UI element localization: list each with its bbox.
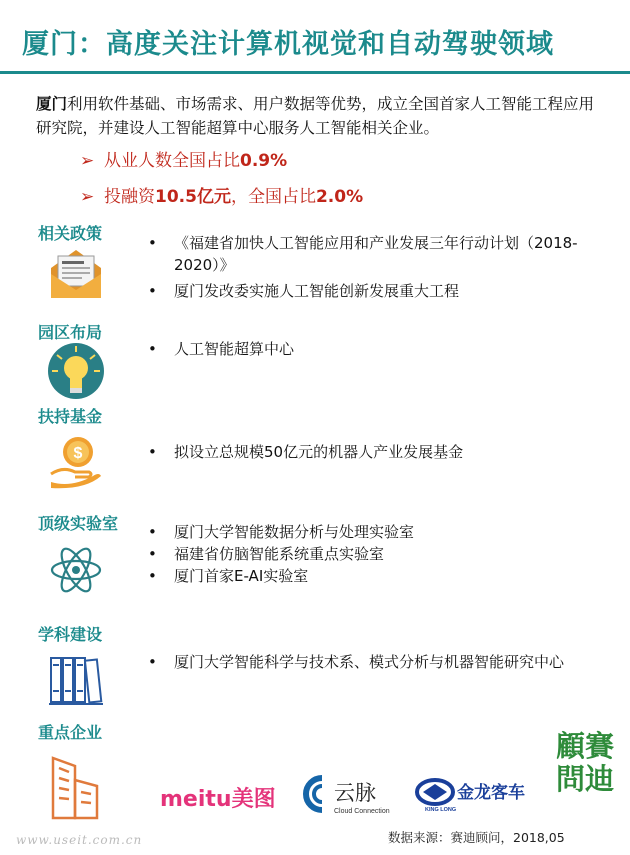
section-label-policy: 相关政策: [38, 224, 103, 243]
arrow-bullet-icon: ➢: [80, 151, 95, 171]
stat-share-label: ，全国占比: [230, 187, 316, 207]
title-divider: [0, 71, 630, 74]
stat-investment-label: 投融资: [104, 187, 155, 207]
section-label-discipline: 学科建设: [38, 625, 103, 644]
lightbulb-icon: [45, 341, 107, 401]
intro-paragraph: [36, 92, 606, 140]
books-icon: [45, 650, 107, 710]
kinglong-logo: [415, 774, 545, 814]
discipline-list: [148, 651, 608, 673]
intro-text: 利用软件基础、市场需求、用户数据等优势，成立全国首家人工智能工程应用研究院，并建设人工智能超算中心服务人工智能相关企业。: [36, 95, 595, 137]
section-label-park: 园区布局: [38, 323, 103, 342]
buildings-icon: [45, 752, 107, 822]
stamp-text: 顧賽問迪: [555, 729, 614, 796]
yunmai-logo-cn: 云脉: [334, 781, 376, 805]
kinglong-logo-en: KING LONG: [425, 807, 457, 813]
page-title: 厦门：高度关注计算机视觉和自动驾驶领域: [22, 29, 554, 60]
coin-hand-icon: [45, 430, 107, 490]
list-item: • 厦门首家E-AI实验室: [148, 565, 608, 587]
list-item: • 福建省仿脑智能系统重点实验室: [148, 543, 608, 565]
stat-employment: [80, 146, 287, 171]
meitu-logo: [160, 782, 276, 813]
title-bar: [0, 0, 630, 72]
meitu-logo-latin: meitu: [160, 787, 232, 812]
atom-icon: [45, 540, 107, 600]
kinglong-logo-cn: 金龙客车: [457, 783, 525, 803]
policy-list: [148, 232, 608, 302]
data-source-note: 数据来源：赛迪顾问，2018,05: [388, 830, 565, 845]
list-item: • 厦门大学智能数据分析与处理实验室: [148, 521, 608, 543]
svg-text:$: $: [73, 445, 83, 462]
list-item: • 拟设立总规模50亿元的机器人产业发展基金: [148, 441, 608, 463]
list-item: • 厦门大学智能科学与技术系、模式分析与机器智能研究中心: [148, 651, 608, 673]
intro-city: 厦门: [36, 95, 68, 113]
site-watermark: www.useit.com.cn: [16, 833, 143, 847]
stat-share-value: 2.0%: [315, 187, 364, 207]
list-item: • 厦门发改委实施人工智能创新发展重大工程: [148, 280, 608, 302]
envelope-document-icon: [45, 244, 107, 304]
stat-employment-value: 0.9%: [240, 151, 288, 171]
fund-list: [148, 441, 608, 463]
park-list: [148, 338, 608, 360]
arrow-bullet-icon: ➢: [80, 187, 95, 207]
stat-employment-label: 从业人数全国占比: [104, 151, 240, 171]
lab-list: [148, 521, 608, 587]
list-item: • 《福建省加快人工智能应用和产业发展三年行动计划（2018-2020）》: [148, 232, 608, 276]
ccid-stamp-logo: [550, 730, 620, 798]
yunmai-logo-en: Cloud Connection: [334, 808, 390, 815]
stat-investment-value: 10.5亿元: [155, 187, 231, 207]
stat-investment: [80, 182, 363, 207]
yunmai-logo: [300, 772, 410, 818]
section-label-labs: 顶级实验室: [38, 514, 119, 533]
section-label-enterprises: 重点企业: [38, 723, 103, 742]
section-label-fund: 扶持基金: [38, 407, 103, 426]
meitu-logo-cn: 美图: [231, 787, 276, 812]
list-item: • 人工智能超算中心: [148, 338, 608, 360]
